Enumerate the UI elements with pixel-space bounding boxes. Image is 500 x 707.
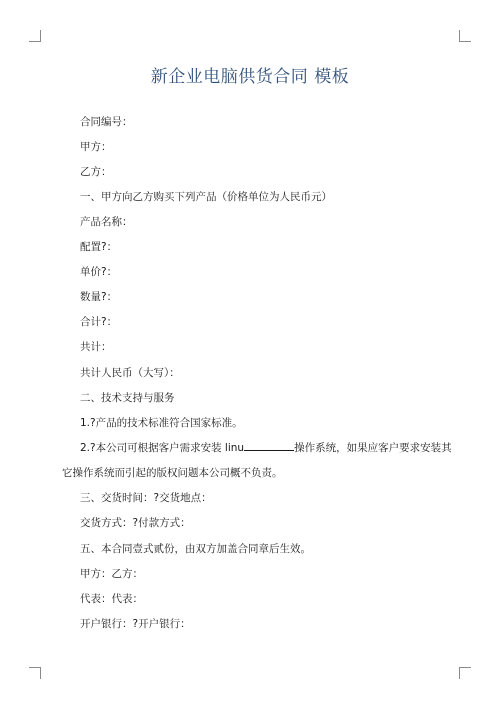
representatives-line: 代表：代表： — [80, 593, 143, 605]
sign-parties-line: 甲方：乙方： — [80, 568, 143, 580]
contract-number-line: 合同编号： — [80, 116, 133, 128]
subtotal-line: 合计?： — [80, 316, 118, 328]
quantity-line: 数量?： — [80, 291, 118, 303]
fill-in-blank — [244, 441, 294, 451]
section-2-heading: 二、技术支持与服务 — [80, 392, 175, 404]
config-line: 配置?： — [80, 241, 118, 253]
clause-2 — [80, 441, 452, 455]
banks-line: 开户银行：?开户银行： — [80, 618, 191, 630]
clause-2-end: 操作系统，如果应客户要求安装其 — [294, 442, 452, 454]
section-5-heading: 五、本合同壹式贰份，由双方加盖合同章后生效。 — [80, 543, 311, 555]
clause-2-continuation: 它操作系统而引起的版权问题本公司概不负责。 — [62, 467, 283, 479]
clause-2-start: 2.?本公司可根据客户需求安装 linu — [80, 442, 245, 454]
clause-1: 1.?产品的技术标准符合国家标准。 — [80, 417, 243, 429]
crop-mark-top-right — [459, 30, 471, 42]
party-b-line: 乙方： — [80, 166, 112, 178]
crop-mark-bottom-left — [29, 667, 41, 679]
crop-mark-bottom-right — [459, 667, 471, 679]
party-a-line: 甲方： — [80, 141, 112, 153]
crop-mark-top-left — [29, 30, 41, 42]
section-3-heading: 三、交货时间：?交货地点： — [80, 492, 212, 504]
total-line: 共计： — [80, 341, 112, 353]
total-rmb-line: 共计人民币（大写）： — [80, 367, 180, 379]
unit-price-line: 单价?： — [80, 266, 118, 278]
section-1-heading: 一、甲方向乙方购买下列产品（价格单位为人民币元） — [80, 191, 332, 203]
product-name-line: 产品名称： — [80, 216, 133, 228]
document-title: 新企业电脑供货合同 模板 — [150, 67, 350, 87]
delivery-payment-line: 交货方式：?付款方式： — [80, 517, 191, 529]
